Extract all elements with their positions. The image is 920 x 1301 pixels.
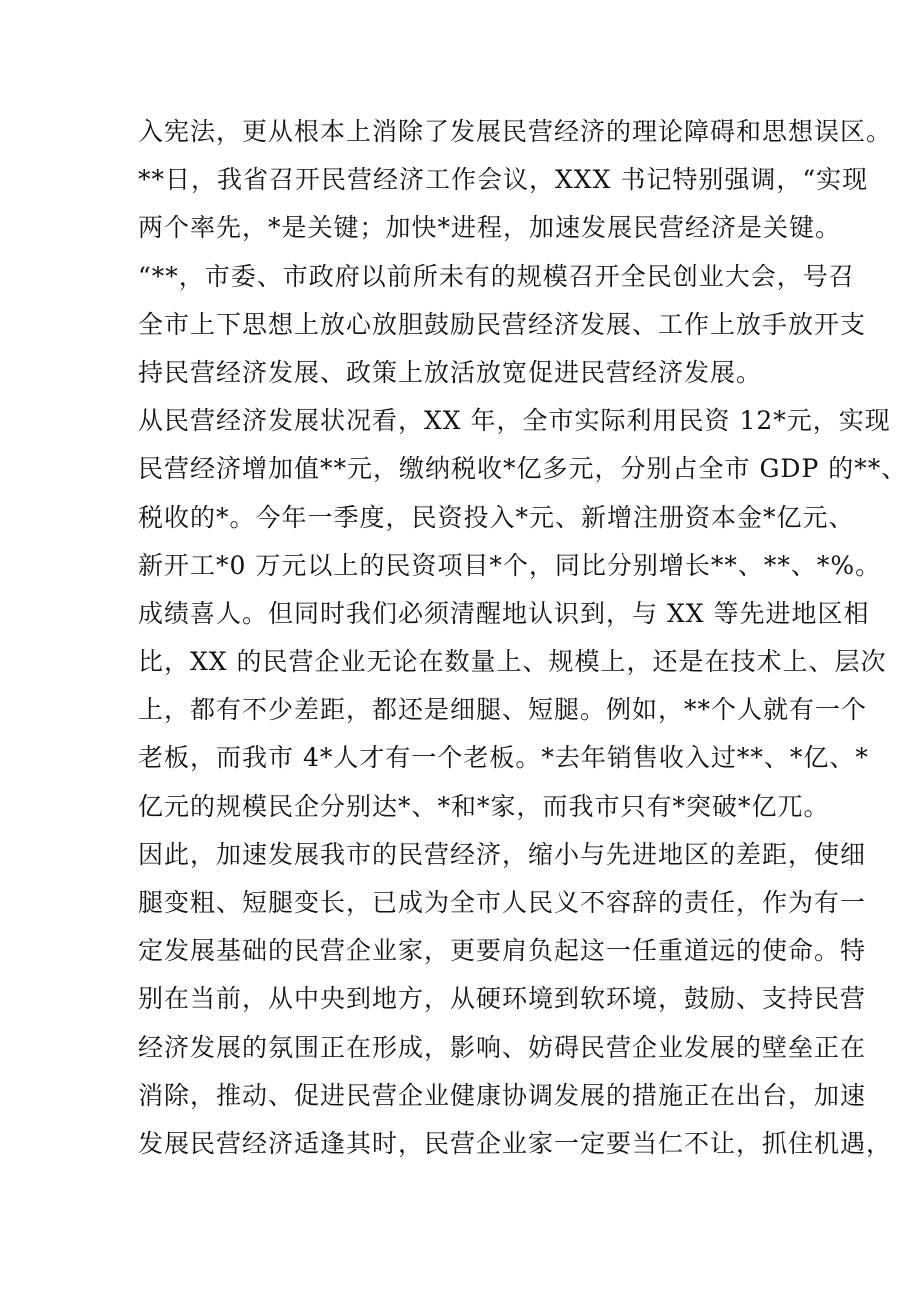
text-line: 从民营经济发展状况看，XX 年，全市实际利用民资 12*元，实现 [138,406,891,436]
text-line: 因此，加速发展我市的民营经济，缩小与先进地区的差距，使细 [138,839,867,869]
text-line: 比，XX 的民营企业无论在数量上、规模上，还是在技术上、层次 [138,647,887,677]
text-line: 两个率先，*是关键；加快*进程，加速发展民营经济是关键。 [138,213,842,243]
text-line: 亿元的规模民企分别达*、*和*家，而我市只有*突破*亿兀。 [138,791,830,821]
text-line: 全市上下思想上放心放胆鼓励民营经济发展、工作上放手放开支 [138,309,867,339]
text-line: “**，市委、市政府以前所未有的规模召开全民创业大会，号召 [138,261,855,291]
text-line: 老板，而我市 4*人才有一个老板。*去年销售收入过**、*亿、* [138,743,869,773]
text-line: 成绩喜人。但同时我们必须清醒地认识到，与 XX 等先进地区相 [138,598,870,628]
text-line: 上，都有不少差距，都还是细腿、短腿。例如，**个人就有一个 [138,695,868,725]
text-line: 别在当前，从中央到地方，从硬环境到软环境，鼓励、支持民营 [138,984,867,1014]
text-line: **日，我省召开民营经济工作会议，XXX 书记特别强调，“实现 [138,165,869,195]
text-line: 定发展基础的民营企业家，更要肩负起这一任重道远的使命。特 [138,936,867,966]
text-line: 税收的*。今年一季度，民资投入*元、新增注册资本金*亿元、 [138,502,855,532]
text-line: 持民营经济发展、政策上放活放宽促进民营经济发展。 [138,357,763,387]
text-line: 民营经济增加值**元，缴纳税收*亿多元，分别占全市 GDP 的**、 [138,454,908,484]
text-line: 经济发展的氛围正在形成，影响、妨碍民营企业发展的壁垒正在 [138,1032,867,1062]
text-line: 新开工*0 万元以上的民资项目*个，同比分别增长**、**、*%。 [138,550,882,580]
text-line: 消除，推动、促进民营企业健康协调发展的措施正在出台，加速 [138,1080,867,1110]
body-text [138,108,908,1168]
text-line: 入宪法，更从根本上消除了发展民营经济的理论障碍和思想误区。 [138,117,893,146]
text-line: 腿变粗、短腿变长，已成为全市人民义不容辞的责任，作为有一 [138,888,867,917]
text-line: 发展民营经济适逢其时，民营企业家一定要当仁不让，抓住机遇， [138,1128,893,1158]
